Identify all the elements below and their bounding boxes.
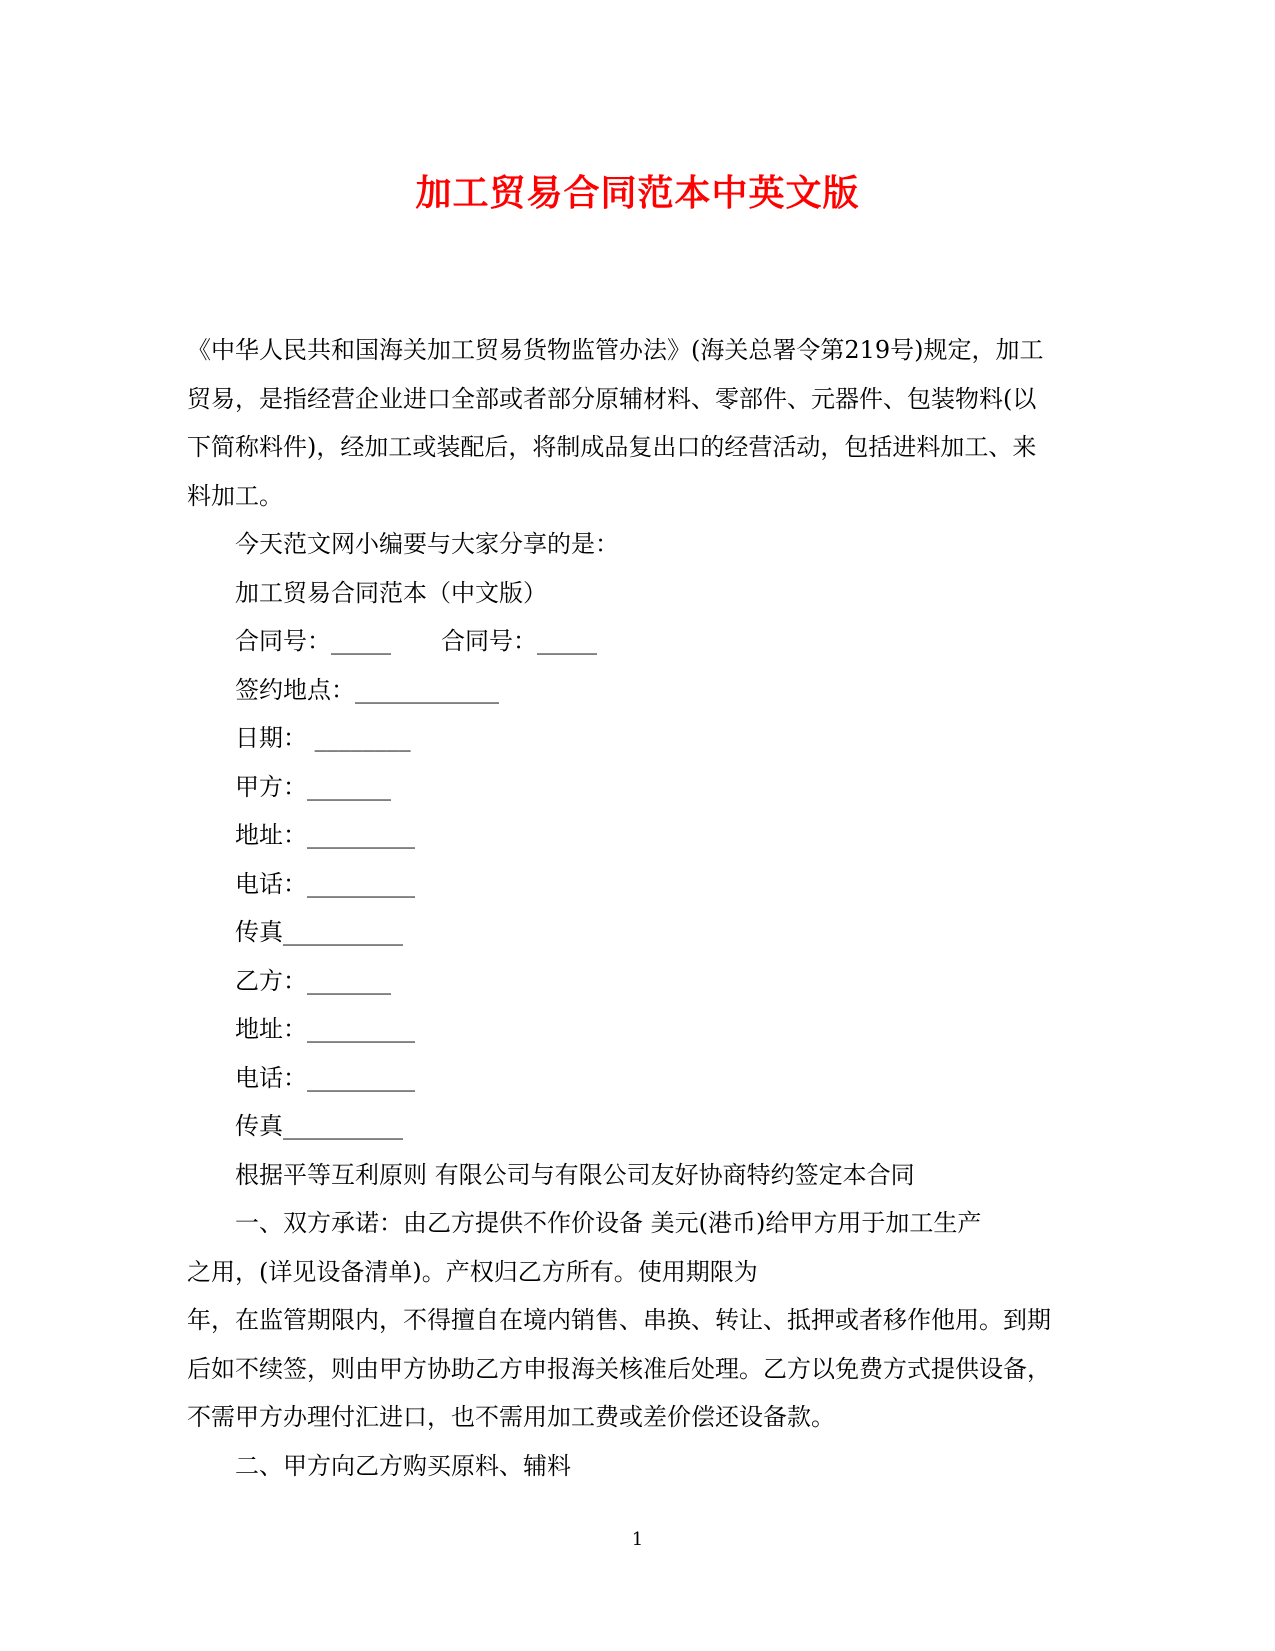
date-field: 日期： ________ — [235, 724, 411, 752]
contract-subtitle: 加工贸易合同范本（中文版） — [235, 578, 547, 607]
clause-1-line: 之用，(详见设备清单)。产权归乙方所有。使用期限为 — [187, 1257, 758, 1286]
clause-1-line: 不需甲方办理付汇进口，也不需用加工费或差价偿还设备款。 — [187, 1403, 835, 1431]
clause-1-line: 后如不续签，则由甲方协助乙方申报海关核准后处理。乙方以免费方式提供设备， — [187, 1354, 1051, 1383]
clause-1-line: 一、双方承诺：由乙方提供不作价设备 美元(港币)给甲方用于加工生产 — [235, 1209, 982, 1237]
party-a-fax-field: 传真__________ — [235, 918, 403, 946]
contract-number-row — [187, 617, 1087, 666]
basis-line: 根据平等互利原则 有限公司与有限公司友好协商特约签定本合同 — [235, 1160, 915, 1189]
intro-line: 贸易，是指经营企业进口全部或者部分原辅材料、零部件、元器件、包装物料(以 — [187, 384, 1037, 413]
party-a-phone-field: 电话：_________ — [235, 869, 415, 898]
clause-2-heading: 二、甲方向乙方购买原料、辅料 — [235, 1451, 571, 1480]
contract-number-2: 合同号：_____ — [441, 627, 597, 655]
party-b-phone-field: 电话：_________ — [235, 1063, 415, 1092]
share-line: 今天范文网小编要与大家分享的是： — [235, 530, 619, 558]
contract-number-1: 合同号：_____ — [235, 627, 391, 655]
intro-line: 下简称料件)，经加工或装配后，将制成品复出口的经营活动，包括进料加工、来 — [187, 433, 1037, 461]
intro-line: 《中华人民共和国海关加工贸易货物监管办法》(海关总署令第219号)规定，加工 — [187, 336, 1044, 364]
party-b-field: 乙方：_______ — [235, 966, 391, 995]
intro-line: 料加工。 — [187, 481, 283, 510]
page-number: 1 — [631, 1529, 644, 1550]
party-a-address-field: 地址：_________ — [235, 821, 415, 849]
party-b-address-field: 地址：_________ — [235, 1015, 415, 1043]
clause-1-paragraph — [187, 1199, 1087, 1442]
clause-1-line: 年，在监管期限内，不得擅自在境内销售、串换、转让、抵押或者移作他用。到期 — [187, 1306, 1051, 1334]
sign-place-field: 签约地点：____________ — [235, 675, 499, 704]
document-title: 加工贸易合同范本中英文版 — [415, 172, 860, 214]
party-a-field: 甲方：_______ — [235, 772, 391, 801]
intro-paragraph — [187, 326, 1087, 520]
party-b-fax-field: 传真__________ — [235, 1112, 403, 1140]
document-body — [187, 326, 1087, 1490]
